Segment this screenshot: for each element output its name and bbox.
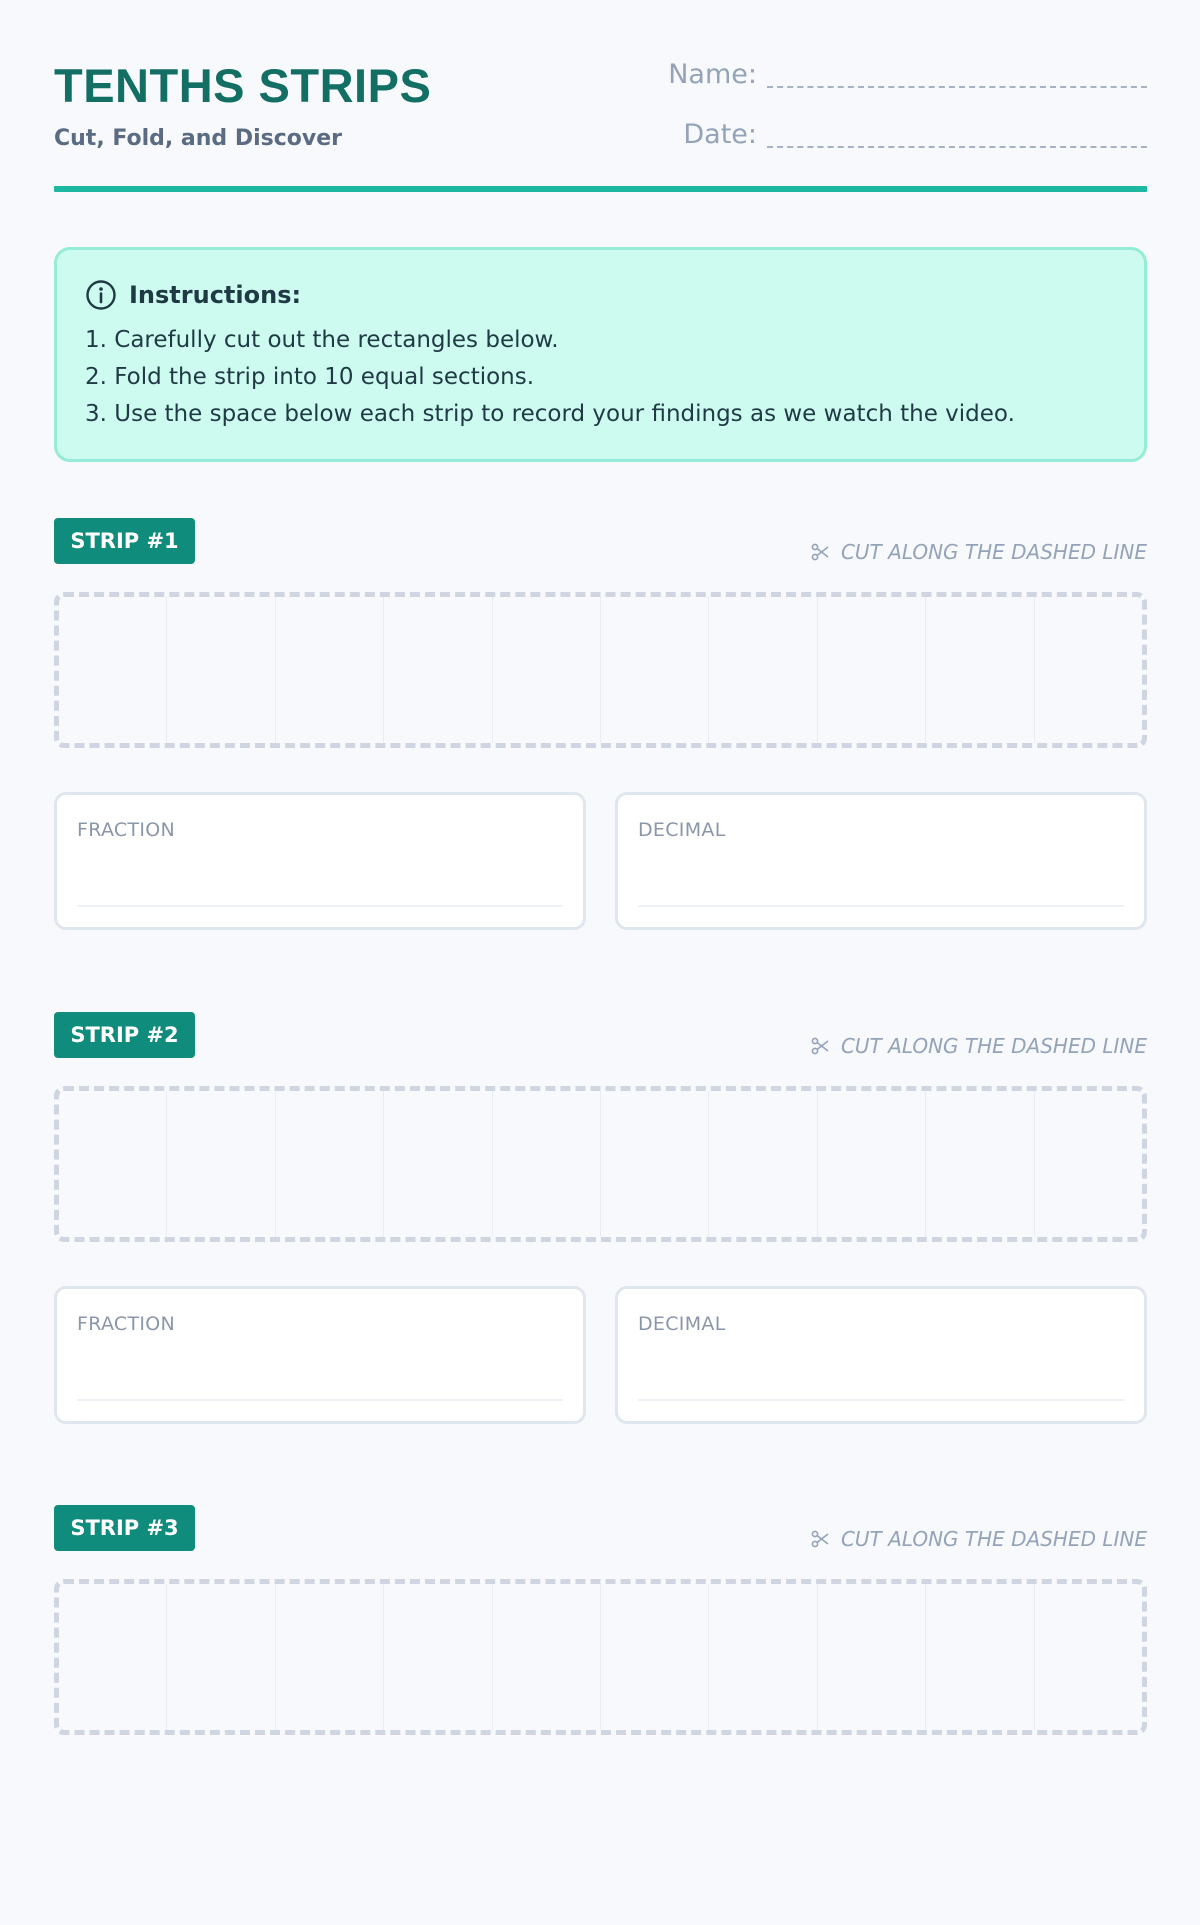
strip-section-cell: [601, 1091, 709, 1237]
name-label: Name:: [668, 59, 757, 90]
strip-section-cell: [709, 1091, 817, 1237]
decimal-box[interactable]: [615, 1286, 1147, 1424]
strip-section-cell: [276, 597, 384, 743]
strip-section-cell: [818, 597, 926, 743]
fraction-answer-line: [77, 905, 563, 907]
tenths-strip[interactable]: [54, 592, 1147, 748]
strip-section-cell: [493, 1091, 601, 1237]
decimal-label: DECIMAL: [638, 1313, 726, 1335]
worksheet-page: [54, 0, 1147, 1600]
decimal-label: DECIMAL: [638, 819, 726, 841]
strip-section: [54, 518, 1147, 938]
strip-section: [54, 1012, 1147, 1432]
strip-section-cell: [926, 1584, 1034, 1730]
decimal-answer-line: [638, 905, 1124, 907]
cut-note-text: CUT ALONG THE DASHED LINE: [840, 1034, 1147, 1058]
date-label: Date:: [683, 119, 757, 150]
strip-section: [54, 1505, 1147, 1925]
strip-section-cell: [1035, 1584, 1142, 1730]
instructions-list: [85, 322, 1116, 433]
fraction-label: FRACTION: [77, 819, 176, 841]
strip-section-cell: [926, 597, 1034, 743]
name-field: [668, 60, 1147, 88]
info-icon: [85, 279, 117, 311]
instructions-header: [85, 278, 1116, 312]
strip-section-cell: [276, 1584, 384, 1730]
fraction-box[interactable]: [54, 792, 586, 930]
strip-section-cell: [818, 1091, 926, 1237]
scissors-icon: [811, 543, 829, 561]
strip-section-cell: [709, 1584, 817, 1730]
name-line[interactable]: [767, 60, 1147, 88]
decimal-answer-line: [638, 1399, 1124, 1401]
strip-badge: STRIP #2: [54, 1012, 195, 1058]
instructions-box: [54, 247, 1147, 462]
cut-note: [811, 1527, 1147, 1551]
strip-section-cell: [1035, 1091, 1142, 1237]
strip-section-cell: [601, 597, 709, 743]
strip-section-cell: [384, 1091, 492, 1237]
strip-section-cell: [59, 1091, 167, 1237]
page-subtitle: Cut, Fold, and Discover: [54, 126, 342, 151]
strip-section-cell: [384, 597, 492, 743]
cut-note: [811, 540, 1147, 564]
cut-note-text: CUT ALONG THE DASHED LINE: [840, 540, 1147, 564]
cut-note: [811, 1034, 1147, 1058]
scissors-icon: [811, 1037, 829, 1055]
strip-section-cell: [59, 1584, 167, 1730]
instruction-step: 1. Carefully cut out the rectangles below.: [85, 327, 559, 353]
scissors-icon: [811, 1530, 829, 1548]
instructions-title: Instructions:: [129, 281, 302, 309]
strip-section-cell: [384, 1584, 492, 1730]
fraction-box[interactable]: [54, 1286, 586, 1424]
tenths-strip[interactable]: [54, 1086, 1147, 1242]
decimal-box[interactable]: [615, 792, 1147, 930]
date-field: [683, 120, 1147, 148]
strip-badge: STRIP #1: [54, 518, 195, 564]
header-divider: [54, 186, 1147, 192]
strip-section-cell: [709, 597, 817, 743]
instruction-step: 3. Use the space below each strip to record your findings as we watch the video.: [85, 401, 1015, 427]
fraction-answer-line: [77, 1399, 563, 1401]
strip-badge: STRIP #3: [54, 1505, 195, 1551]
strip-section-cell: [601, 1584, 709, 1730]
strip-section-cell: [167, 597, 275, 743]
strip-section-cell: [276, 1091, 384, 1237]
date-line[interactable]: [767, 120, 1147, 148]
cut-note-text: CUT ALONG THE DASHED LINE: [840, 1527, 1147, 1551]
strip-section-cell: [493, 1584, 601, 1730]
strip-section-cell: [1035, 597, 1142, 743]
strip-section-cell: [59, 597, 167, 743]
strip-section-cell: [818, 1584, 926, 1730]
page-title: TENTHS STRIPS: [54, 59, 432, 112]
strip-section-cell: [167, 1584, 275, 1730]
tenths-strip[interactable]: [54, 1579, 1147, 1735]
strip-section-cell: [493, 597, 601, 743]
instruction-step: 2. Fold the strip into 10 equal sections.: [85, 364, 535, 390]
fraction-label: FRACTION: [77, 1313, 176, 1335]
strip-section-cell: [167, 1091, 275, 1237]
strip-section-cell: [926, 1091, 1034, 1237]
